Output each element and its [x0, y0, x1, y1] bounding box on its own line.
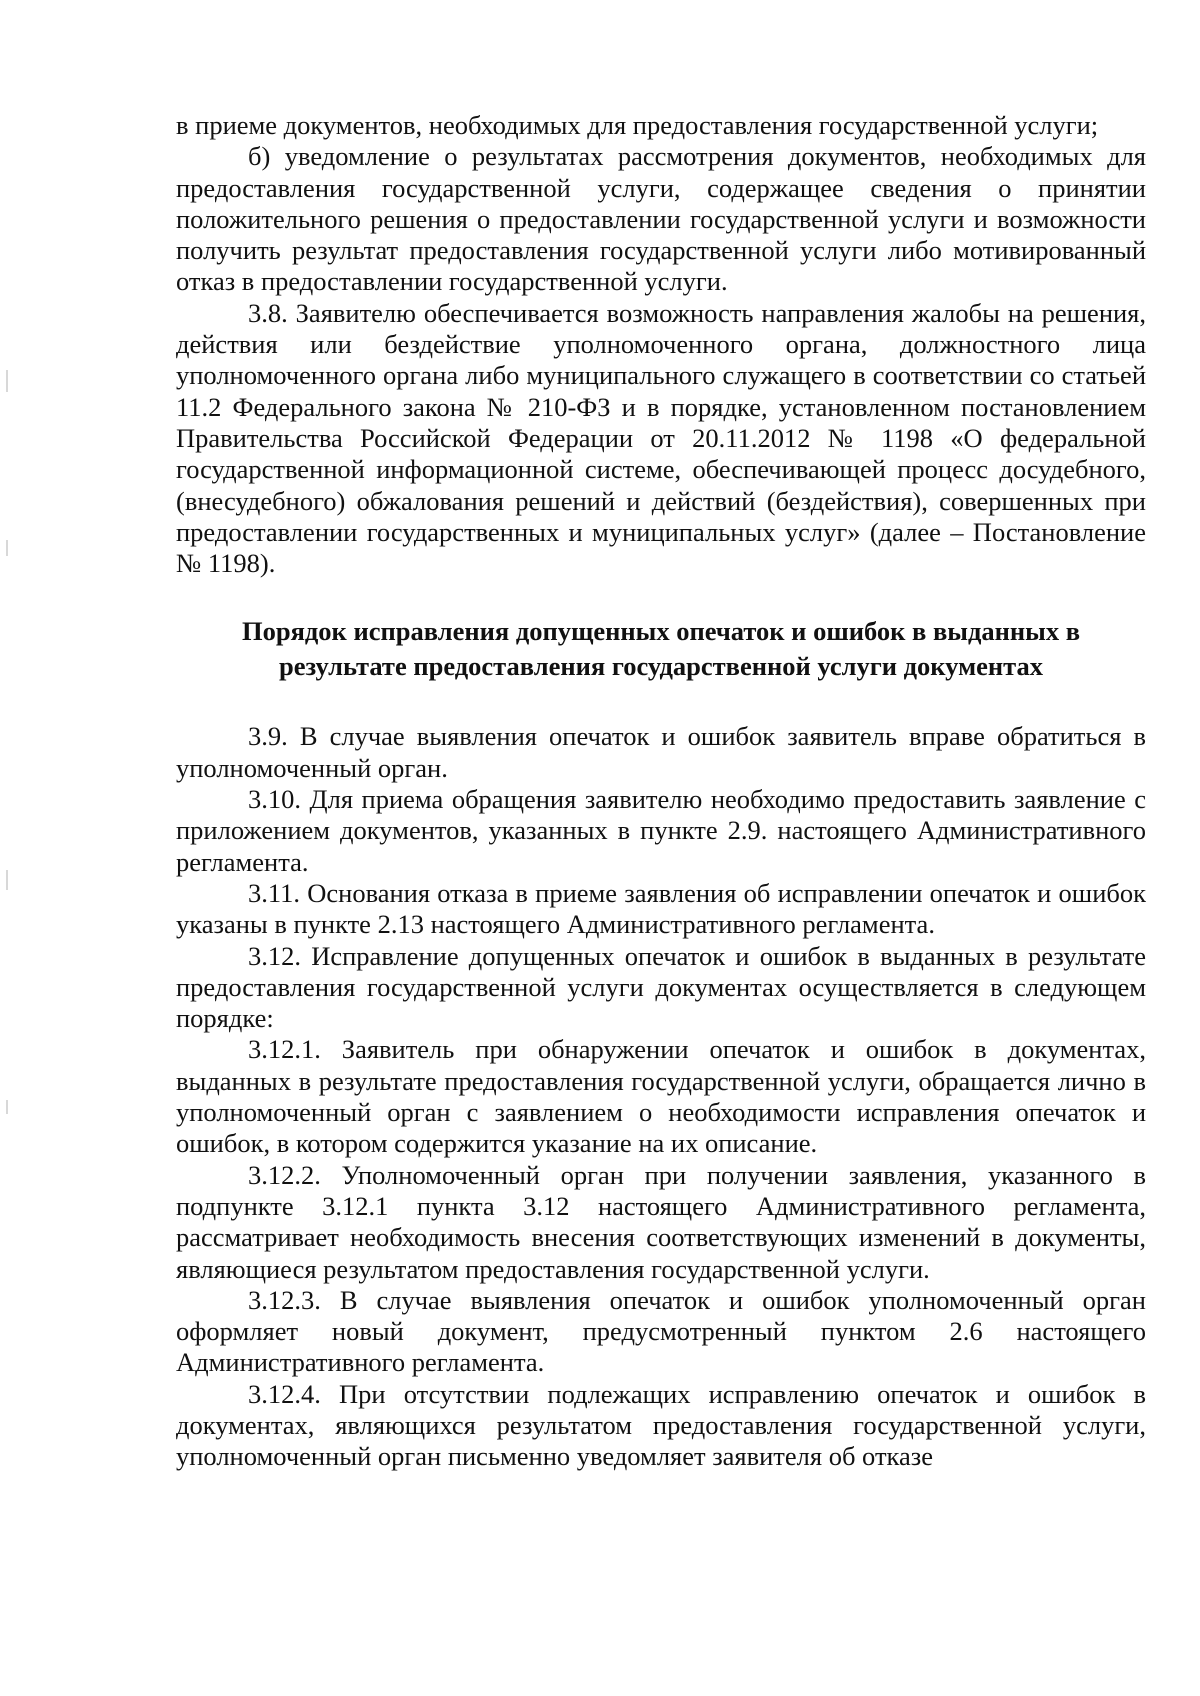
- document-page: [176, 110, 1146, 1473]
- paragraph-continuation: в приеме документов, необходимых для предоставления государственной услуги;: [176, 110, 1099, 140]
- paragraph-3-9: 3.9. В случае выявления опечаток и ошибок заявитель вправе обратиться в уполномоченный орган.: [176, 721, 1146, 783]
- paragraph-item-b: б) уведомление о результатах рассмотрения документов, необходимых для предоставления государственной услуги, содержащее сведения о принятии положительного решения о предоставлении государственной услуги и возможности получить результат предоставления государственной услуги либо мотивированный отказ в предоставлении государственной услуги.: [176, 141, 1146, 297]
- section-heading-line: Порядок исправления допущенных опечаток и ошибок в выданных в: [241, 616, 1081, 647]
- scan-edge-mark: [6, 370, 8, 392]
- scan-edge-mark: [6, 1100, 8, 1114]
- paragraph-3-11: 3.11. Основания отказа в приеме заявления об исправлении опечаток и ошибок указаны в пункте 2.13 настоящего Административного регламента.: [176, 877, 1146, 940]
- scan-edge-mark: [6, 540, 8, 556]
- section-heading: [176, 614, 1146, 684]
- paragraph-3-12-2: 3.12.2. Уполномоченный орган при получении заявления, указанного в подпункте 3.12.1 пункта 3.12 настоящего Административного регламента, рассматривает необходимость внесения соответствующих изменений в документы, являющиеся результатом предоставления государственной услуги.: [176, 1159, 1146, 1284]
- scan-edge-mark: [6, 870, 8, 890]
- paragraph-3-8: 3.8. Заявителю обеспечивается возможность направления жалобы на решения, действия или бездействие уполномоченного органа, должностного лица уполномоченного органа либо муниципального служащего в соответствии со статьей 11.2 Федерального закона № 210-ФЗ и в порядке, установленном постановлением Правительства Российской Федерации от 20.11.2012 № 1198 «О федеральной государственной информационной системе, обеспечивающей процесс досудебного, (внесудебного) обжалования решений и действий (бездействия), совершенных при предоставлении государственных и муниципальных услуг» (далее – Постановление № 1198).: [176, 297, 1146, 579]
- paragraph-3-10: 3.10. Для приема обращения заявителю необходимо предоставить заявление с приложением документов, указанных в пункте 2.9. настоящего Административного регламента.: [176, 784, 1146, 877]
- section-heading-line: результате предоставления государственной услуги документах: [278, 651, 1044, 682]
- paragraph-3-12-4: 3.12.4. При отсутствии подлежащих исправлению опечаток и ошибок в документах, являющихся результатом предоставления государственной услуги, уполномоченный орган письменно уведомляет заявителя об отказе: [176, 1378, 1146, 1472]
- paragraph-3-12: 3.12. Исправление допущенных опечаток и ошибок в выданных в результате предоставления государственной услуги документах осуществляется в следующем порядке:: [176, 940, 1146, 1034]
- paragraph-3-12-1: 3.12.1. Заявитель при обнаружении опечаток и ошибок в документах, выданных в результате предоставления государственной услуги, обращается лично в уполномоченный орган с заявлением о необходимости исправления опечаток и ошибок, в котором содержится указание на их описание.: [176, 1034, 1146, 1159]
- paragraph-3-12-3: 3.12.3. В случае выявления опечаток и ошибок уполномоченный орган оформляет новый документ, предусмотренный пунктом 2.6 настоящего Административного регламента.: [176, 1284, 1146, 1378]
